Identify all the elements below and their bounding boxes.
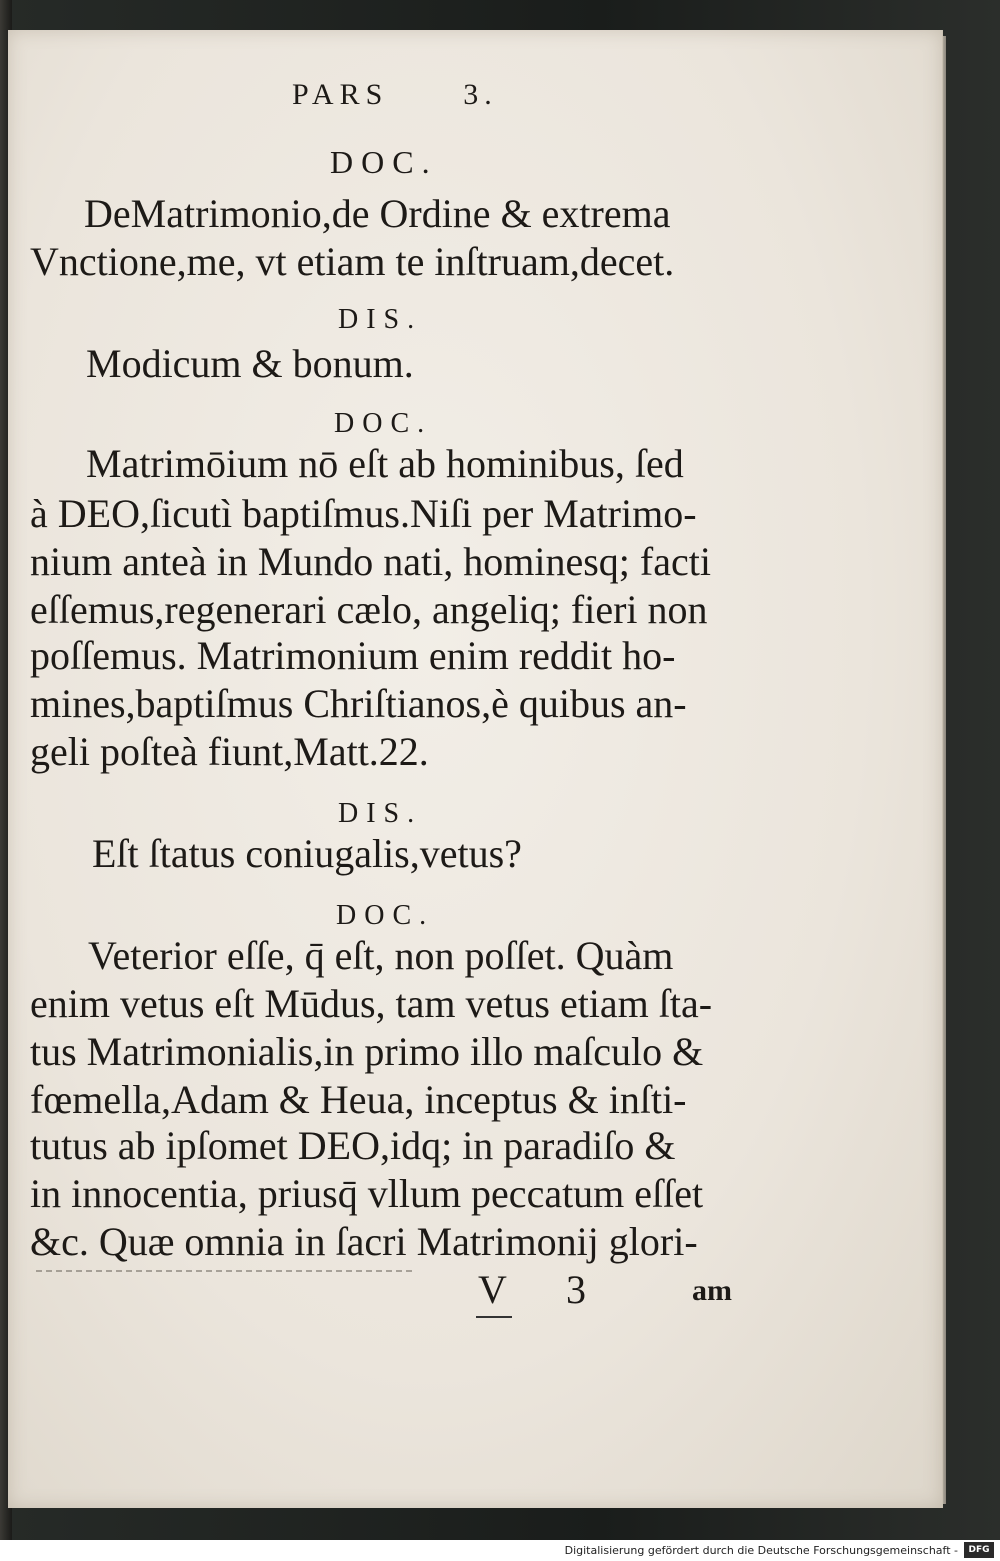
catchword: am <box>692 1274 732 1307</box>
text-line: Vnctione,me, vt etiam te inſtruam,decet. <box>30 239 675 284</box>
running-header <box>292 80 498 110</box>
dfg-logo-icon: DFG <box>964 1542 994 1558</box>
header-number: 3. <box>463 78 498 111</box>
text-line: &c. Quæ omnia in ſacri Matrimonij glori- <box>30 1219 698 1264</box>
text-line: à DEO,ſicutì baptiſmus.Niſi per Matrimo- <box>30 491 697 536</box>
text-line: geli poſteà fiunt,Matt.22. <box>30 729 429 774</box>
text-line: Eſt ſtatus coniugalis,vetus? <box>92 831 522 876</box>
section-heading: DOC. <box>330 144 438 180</box>
credit-text: Digitalisierung gefördert durch die Deutsche Forschungsgemeinschaft - <box>564 1544 958 1557</box>
text-line: poſſemus. Matrimonium enim reddit ho- <box>30 633 676 678</box>
section-heading: DIS. <box>338 304 423 335</box>
section-heading: DIS. <box>338 798 423 829</box>
text-line: nium anteà in Mundo nati, hominesq; facti <box>30 539 711 584</box>
text-line: Veterior eſſe, q̄ eſt, non poſſet. Quàm <box>88 933 674 978</box>
text-line: tutus ab ipſomet DEO,idq; in paradiſo & <box>30 1123 676 1168</box>
text-line: enim vetus eſt Mūdus, tam vetus etiam ſta- <box>30 981 713 1026</box>
signature-underline <box>476 1316 512 1318</box>
print-bleed-line <box>36 1270 412 1272</box>
signature-mark: V <box>478 1267 507 1312</box>
header-label: PARS <box>292 78 389 111</box>
text-line: mines,baptiſmus Chriſtianos,è quibus an- <box>30 681 687 726</box>
text-line: eſſemus,regenerari cælo, angeliq; fieri non <box>30 587 708 632</box>
text-line: Matrimōium nō eſt ab hominibus, ſed <box>86 441 684 486</box>
section-heading: DOC. <box>336 900 435 931</box>
text-line: DeMatrimonio,de Ordine & extrema <box>84 191 671 236</box>
text-line: in innocentia, priusq̄ vllum peccatum eſſet <box>30 1171 704 1216</box>
section-heading: DOC. <box>334 408 433 439</box>
text-line: tus Matrimonialis,in primo illo maſculo & <box>30 1029 704 1074</box>
text-line: fœmella,Adam & Heua, inceptus & inſti- <box>30 1077 687 1122</box>
text-line: Modicum & bonum. <box>86 341 414 386</box>
signature-number: 3 <box>566 1267 586 1312</box>
